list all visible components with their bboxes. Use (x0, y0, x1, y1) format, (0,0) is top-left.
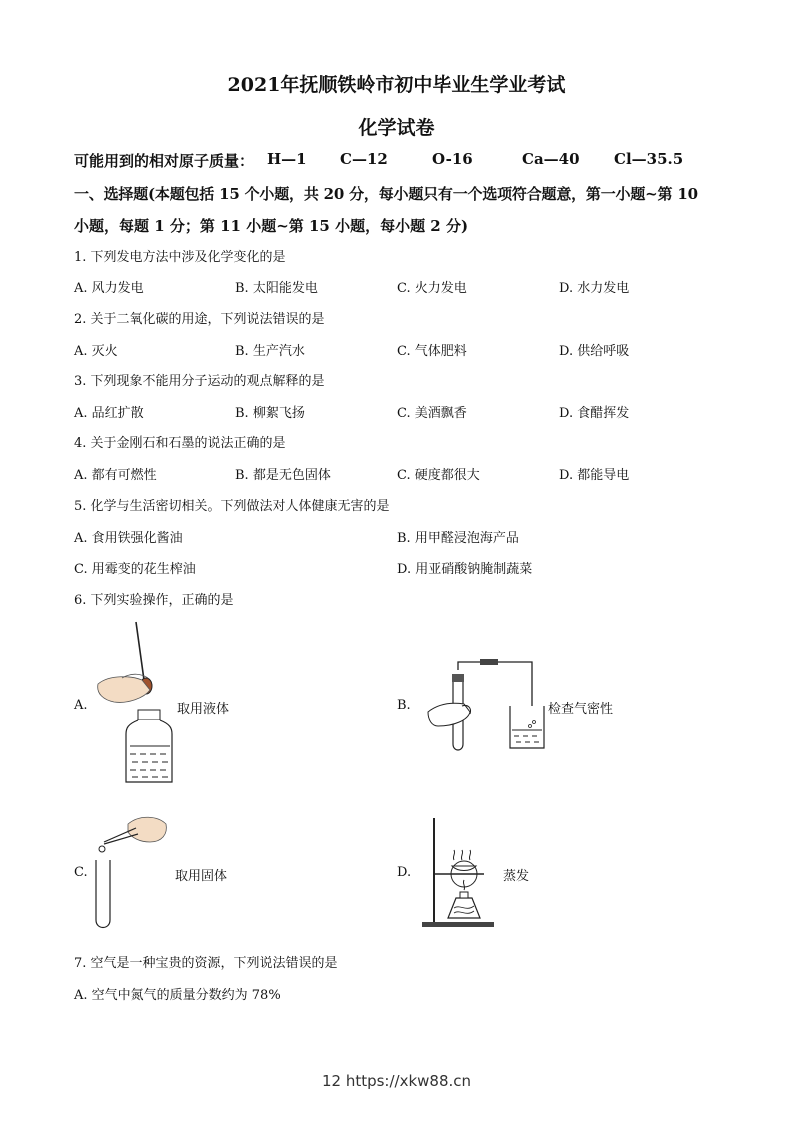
question-5-option-b: B. 用甲醛浸泡海产品 (397, 531, 519, 546)
question-2-option-b: B. 生产汽水 (235, 344, 305, 359)
tweezers-test-tube-illustration (92, 812, 172, 930)
section-heading-line2: 小题，每题 1 分；第 11 小题~第 15 小题，每小题 2 分) (74, 217, 469, 235)
question-1-option-d: D. 水力发电 (559, 281, 630, 296)
question-3-option-a: A. 品红扩散 (74, 406, 144, 421)
question-2-option-a: A. 灭火 (74, 344, 118, 359)
question-5-option-c: C. 用霉变的花生榨油 (74, 562, 196, 577)
atomic-mass-h: H—1 (267, 150, 307, 168)
dropper-bottle-illustration (92, 618, 178, 786)
question-2-stem: 2. 关于二氧化碳的用途，下列说法错误的是 (74, 312, 325, 327)
question-6-stem: 6. 下列实验操作，正确的是 (74, 593, 234, 608)
question-6-option-a: A. (74, 698, 88, 713)
airtightness-check-illustration (424, 656, 546, 756)
question-5-stem: 5. 化学与生活密切相关。下列做法对人体健康无害的是 (74, 499, 390, 514)
question-5-option-d: D. 用亚硝酸钠腌制蔬菜 (397, 562, 533, 577)
section-heading-line1: 一、选择题(本题包括 15 个小题，共 20 分，每小题只有一个选项符合题意，第一小题~第 10 (74, 185, 698, 203)
question-7-option-a: A. 空气中氮气的质量分数约为 78% (74, 988, 281, 1003)
question-6-option-c: C. (74, 865, 88, 880)
question-3-option-b: B. 柳絮飞扬 (235, 406, 305, 421)
atomic-mass-ca: Ca—40 (522, 150, 580, 168)
question-2-option-d: D. 供给呼吸 (559, 344, 630, 359)
question-7-stem: 7. 空气是一种宝贵的资源，下列说法错误的是 (74, 956, 338, 971)
page-footer (0, 1072, 793, 1090)
question-3-option-d: D. 食醋挥发 (559, 406, 630, 421)
question-2-option-c: C. 气体肥料 (397, 344, 467, 359)
question-3-stem: 3. 下列现象不能用分子运动的观点解释的是 (74, 374, 325, 389)
question-4-option-a: A. 都有可燃性 (74, 468, 157, 483)
question-4-option-c: C. 硬度都很大 (397, 468, 480, 483)
question-1-option-b: B. 太阳能发电 (235, 281, 318, 296)
exam-title: 2021年抚顺铁岭市初中毕业生学业考试 (227, 74, 566, 96)
atomic-mass-label: 可能用到的相对原子质量： (74, 152, 255, 170)
footer-url[interactable]: https://xkw88.cn (345, 1072, 472, 1090)
question-6-caption-a: 取用液体 (177, 702, 230, 717)
question-6-option-d: D. (397, 865, 412, 880)
question-6-caption-d: 蒸发 (503, 869, 530, 884)
atomic-mass-cl: Cl—35.5 (614, 150, 684, 168)
question-6-option-b: B. (397, 698, 411, 713)
question-4-stem: 4. 关于金刚石和石墨的说法正确的是 (74, 436, 286, 451)
exam-subtitle: 化学试卷 (358, 117, 435, 139)
question-1-option-a: A. 风力发电 (74, 281, 144, 296)
question-6-caption-c: 取用固体 (175, 869, 228, 884)
question-4-option-d: D. 都能导电 (559, 468, 630, 483)
question-3-option-c: C. 美酒飘香 (397, 406, 467, 421)
question-1-option-c: C. 火力发电 (397, 281, 467, 296)
atomic-mass-o: O-16 (432, 150, 473, 168)
question-6-caption-b: 检查气密性 (548, 702, 614, 717)
question-5-option-a: A. 食用铁强化酱油 (74, 531, 183, 546)
page-number: 12 (321, 1072, 342, 1090)
evaporation-setup-illustration (418, 814, 496, 930)
atomic-mass-c: C—12 (340, 150, 388, 168)
question-4-option-b: B. 都是无色固体 (235, 468, 331, 483)
question-1-stem: 1. 下列发电方法中涉及化学变化的是 (74, 250, 286, 265)
